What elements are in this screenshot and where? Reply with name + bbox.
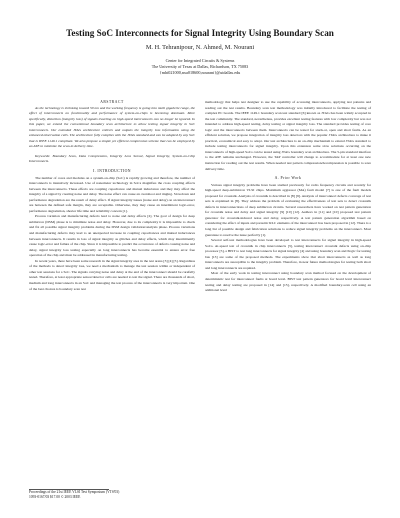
footer-proceedings: Proceedings of the 21st IEEE VLSI Test Symposium (VTS'03) bbox=[29, 490, 120, 494]
paper-title: Testing SoC Interconnects for Signal Integrity Using Boundary Scan bbox=[66, 28, 334, 38]
affiliation-email: {mht021000,nxa018600,nourani}@utdallas.edu bbox=[159, 70, 241, 75]
intro-paragraph-continued: methodology that helps test designer to use the capability of accessing interconnects, applying test patterns and reading out the test results. Boundary scan test methodology was initially introduced to facilitate the testing of complex PC boards. The IEEE 1149.1 boundary scan test standard [6] known as JTAG has been widely accepted in the test community. The standard, nevertheless, provides excellent testing features with low complexity but was not intended to address high-speed testing, delay testing or signal integrity loss. The standard provides testing of core logic and the interconnects between them. Interconnects can be tested for stuck-at, open and short faults. As an efficient solution, we propose integration of integrity loss detectors with the popular JTAG architecture to make it practical, economical and easy to adopt. Our test architecture is an on-chip mechanism to extend JTAG standard to include testing interconnects for signal integrity. Upon this extension some slow solutions occurring on the interconnects of high-speed SoCs can be tested using JTAG boundary scan architecture. The 5-pin standard interface to the ATE remains unchanged. However, the TAP controller will change to accommodate for at least one new instruction for reading out the test results. When needed test pattern compression/decompression is possible to save delivery time. bbox=[205, 100, 371, 171]
footer bbox=[29, 490, 119, 501]
affiliation-line-1: Center for Integrated Circuits & Systems bbox=[165, 58, 235, 63]
intro-paragraph-3: In recent years, there have been some research in the signal integrity area in the test arena [3] [4] [5]. Regardless of the methods to detect integrity loss, we need a mechanism to manage the test session within or independent of other test sessions for a SoC. The signals carrying noise and delay at the end of the interconnect should be carefully tested. Therefore, at least appropriate sensor/detector cells are needed to test the signal. There are thousands of short, medium and long interconnects in an SoC and managing the test process of the interconnects is very important. One of the best choices is boundary scan test bbox=[29, 258, 195, 291]
prior-work-paragraph-1: Various signal integrity problems have been studied previously for radio frequency circuits and recently for high-speed deep-submicron VLSI chips. Maximum aggressor (MA) fault model [7] is one of the fault models proposed for crosstalk. Analysis of crosstalk is described in [8] [9]. Analysis of interconnect defects coverage of test sets is explained in [8]. They address the problem of evaluating the effectiveness of test sets to detect crosstalk defects in interconnections of deep submicron circuits. Several researchers have worked on test pattern generation for crosstalk noise and delay and signal integrity [9] [10] [12]. Authors in [11] and [10] proposed test pattern generator for crosstalk-induced noise and delay, respectively. A test pattern generation algorithm based on considering the effect of inputs and parasitic RLC elements of the interconnect has been proposed in [12]. There is a long list of possible design and fabrication solutions to reduce signal integrity problems on the interconnect. Most guarantee to resolve the issue perfectly [1]. bbox=[205, 182, 371, 237]
keywords: Keywords: Boundary Scan, Data Compression, Integrity Loss Sensor, Signal Integrity, System-on-Chip Interconnects. bbox=[29, 153, 195, 164]
right-column bbox=[205, 100, 371, 294]
intro-paragraph-1: The number of cores and modules on a system-on-chip (SoC) is rapidly growing and therefore, the number of interconnects is intensively increased. Use of nanometer technology in SoCs magnifies the cross coupling effects between the interconnects. These effects are coupling capacitance and mutual inductance and they may affect the integrity of a signal by creating noise and delay. The noise effect can cause an overshoot and ringing. Slowdown and performance degradation are the result of delay effect. If signal integrity issues (noise and delay) on an interconnect are between the defined safe margin, they are acceptable. Otherwise, they may cause an intermittent logic-error, performance degradation, shorter life time and reliability concern [1]. bbox=[29, 175, 195, 213]
prior-work-paragraph-3: Most of the early work in testing interconnect using boundary scan method focused on the development of deterministic test for interconnect faults at board level. BIST test pattern generators for board level interconnect testing and delay testing are proposed in [14] and [15], respectively. A modified boundary-scan cell using an additional level bbox=[205, 271, 371, 293]
section-heading-introduction: I. INTRODUCTION bbox=[93, 169, 131, 174]
left-column bbox=[29, 100, 195, 292]
abstract-heading: ABSTRACT bbox=[100, 100, 124, 104]
prior-work-paragraph-2: Several self-test methodologies have been developed to test interconnects for signal integrity in high-speed SoCs. At-speed test of crosstalk in chip interconnects [3], testing interconnect crosstalk defects using on-chip processor [5], a BIST to test long interconnects for signal integrity [4] and using boundary scan and Ilogic for testing bus [13] are some of the proposed methods. The experiments show that short interconnects as well as long interconnects are susceptible to the integrity problem. Therefore, in near future methodologies for testing both short and long interconnects are required. bbox=[205, 238, 371, 270]
abstract-text: As the technology is shrinking toward 50 nm and the working frequency is going into multi gigahertz range, the effect of interconnects on functionality and performance of system-on-chips is becoming dominant. More specifically, distortion (integrity loss) of signals traveling on high-speed interconnects can no longer be ignored. In this paper, we extend the conventional boundary scan architecture to allow testing signal integrity in SoC interconnects. Our extended JTAG architecture collects and outputs the integrity loss information using the enhanced observation cells. The architecture fully complies with the JTAG standard and can be adopted by any SoC that is IEEE 1149.1 compliant. We also propose a simple yet efficient compression scheme that can be employed by an ATE to minimize the scan-in delivery time. bbox=[29, 105, 195, 149]
intro-paragraph-2: Process variation and manufacturing defects lead to noise and delay effects [2]. The goal of design for deep submicron (DSM) phase is to minimize noise and delay. However, due to its complexity it is impossible to check and fix all possible signal integrity problems during the DSM design validation/analysis phase. Process variations and manufacturing defects may lead to an unexpected increase in coupling capacitances and mutual inductances between interconnects. It results in loss of signal integrity as glitches and delay effects, which may intermittently cause logic-error and failure of the chip. Since it is impossible to predict the occurrence of defects causing noise and delay, signal integrity loss testing especially on long interconnects has become essential to ensure error free operation of the chip and must be addressed in manufacturing testing. bbox=[29, 214, 195, 258]
section-heading-prior-work: A. Prior Work bbox=[274, 176, 302, 181]
author-list: M. H. Tehranipour, N. Ahmed, M. Nourani bbox=[145, 44, 255, 51]
footer-copyright: 1093-0167/03 $17.00 © 2003 IEEE bbox=[29, 495, 81, 500]
affiliation-line-2: The University of Texas at Dallas, Richardson, TX 75083 bbox=[151, 64, 249, 69]
